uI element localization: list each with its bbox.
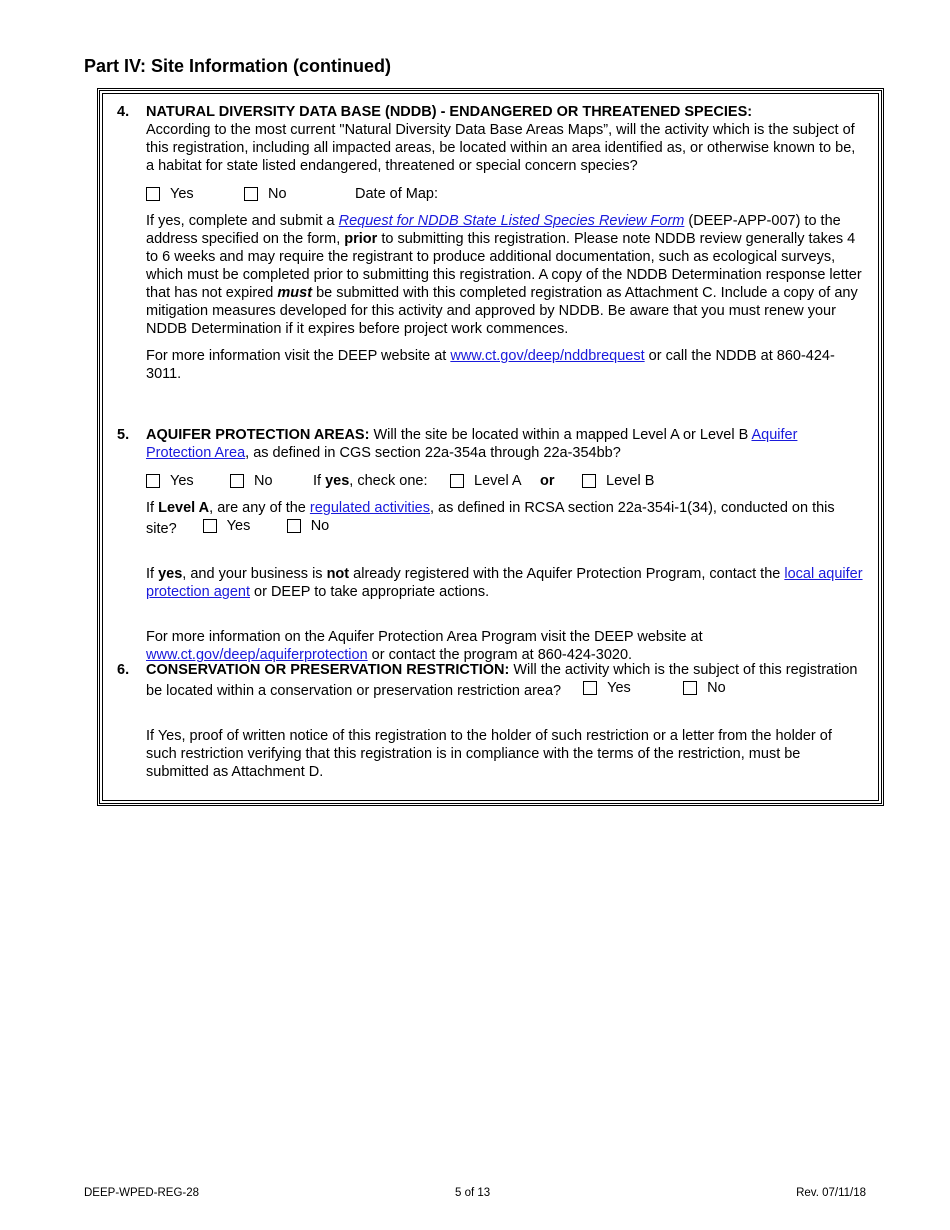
footer-page-number: 5 of 13	[455, 1187, 491, 1199]
aquifer-question-text-2: , as defined in CGS section 22a-354a through 22a-354bb?	[245, 445, 621, 461]
nddb-instructions	[146, 212, 864, 338]
date-of-map-label: Date of Map:	[355, 186, 439, 202]
footer-revision: Rev. 07/11/18	[796, 1187, 866, 1199]
level-a-label: Level A	[474, 473, 522, 489]
nddb-yes-checkbox[interactable]	[146, 187, 160, 201]
nddb-more-info	[146, 347, 864, 383]
aquifer-no-label: No	[254, 473, 273, 489]
section-frame	[97, 88, 884, 806]
aquifer-check-one-text-2: , check one:	[349, 473, 428, 489]
nddb-question-text: According to the most current "Natural Diversity Data Base Areas Maps”, will the activity which is the subject of this registration, including all impacted areas, be located within an area identified as, or otherwise known to be, a habitat for state listed endangered, threatened or special concern species?	[146, 122, 856, 174]
level-a-question-bold: Level A	[158, 500, 210, 516]
aquifer-heading: AQUIFER PROTECTION AREAS:	[146, 427, 370, 443]
section-6-number: 6.	[117, 662, 130, 678]
level-a-question-text-3: , as defined in RCSA section 22a-354i-1(34), conducted on this site?	[146, 500, 835, 537]
nddb-no-checkbox[interactable]	[244, 187, 258, 201]
aquifer-contact-yes: yes	[158, 566, 183, 582]
nddb-heading: NATURAL DIVERSITY DATA BASE (NDDB) - ENDANGERED OR THREATENED SPECIES:	[146, 104, 753, 120]
conservation-question-text: Will the activity which is the subject of this registration be located within a conservation or preservation restriction area?	[146, 662, 858, 699]
conservation-no-label: No	[707, 680, 726, 696]
aquifer-contact-text-3: already registered with the Aquifer Protection Program, contact the	[349, 566, 785, 582]
nddb-must-bold: must	[277, 285, 313, 301]
nddb-instructions-text-3: to submitting this registration. Please note NDDB review generally takes 4 to 6 weeks and may require the registrant to produce additional documentation, such as ecological surveys, which must be completed prior to submitting this registration. A copy of the NDDB Determination response letter that has not expired	[146, 231, 862, 301]
aquifer-check-one-label	[313, 472, 450, 490]
conservation-no-option[interactable]	[683, 679, 726, 697]
aquifer-check-one-yes: yes	[325, 473, 350, 489]
regulated-yes-checkbox[interactable]	[203, 519, 217, 533]
aquifer-yes-option[interactable]	[146, 472, 230, 490]
nddb-answer-row	[146, 184, 864, 204]
level-a-question-text-2: , are any of the	[209, 500, 310, 516]
nddb-instructions-text-4: be submitted with this completed registration as Attachment C. Include a copy of any mitigation measures developed for this activity and approved by NDDB. Be aware that you must renew your NDDB Determination if it expires before project work commences.	[146, 285, 858, 337]
aquifer-check-one-text-1: If	[313, 473, 326, 489]
level-a-question	[146, 499, 864, 538]
regulated-no-label: No	[310, 518, 330, 534]
aquifer-more-info-text-1: For more information on the Aquifer Protection Area Program visit the DEEP website at	[146, 629, 703, 645]
level-a-checkbox[interactable]	[450, 474, 464, 488]
footer-form-id: DEEP-WPED-REG-28	[84, 1187, 200, 1199]
level-b-label: Level B	[606, 473, 655, 489]
regulated-yes-label: Yes	[226, 518, 251, 534]
local-aquifer-agent-link[interactable]: local aquifer protection agent	[146, 566, 863, 600]
aquifer-yes-label: Yes	[170, 473, 194, 489]
aquifer-yes-checkbox[interactable]	[146, 474, 160, 488]
nddb-question	[146, 103, 864, 175]
regulated-yes-option[interactable]	[203, 517, 283, 535]
nddb-more-info-text-2: or call the NDDB at 860-424-3011.	[146, 348, 835, 382]
conservation-instructions: If Yes, proof of written notice of this registration to the holder of such restriction or a letter from the holder of such restriction verifying that this registration is in compliance with the terms of the restriction, must be submitted as Attachment D.	[146, 728, 832, 780]
aquifer-contact-not: not	[326, 566, 350, 582]
aquifer-question-text-1: Will the site be located within a mapped Level A or Level B	[369, 427, 752, 443]
section-5-number: 5.	[117, 427, 130, 443]
nddb-instructions-text-1: If yes, complete and submit a	[146, 213, 339, 229]
aquifer-contact-text-2: , and your business is	[182, 566, 327, 582]
nddb-yes-option[interactable]	[146, 185, 244, 203]
level-or-label: or	[540, 473, 555, 489]
nddb-no-label: No	[268, 186, 287, 202]
aquifer-no-option[interactable]	[230, 472, 313, 490]
conservation-yes-label: Yes	[607, 680, 631, 696]
section-frame-inner	[102, 93, 879, 801]
aquifer-no-checkbox[interactable]	[230, 474, 244, 488]
section-5	[117, 426, 864, 673]
nddb-website-link[interactable]: www.ct.gov/deep/nddbrequest	[450, 348, 645, 364]
conservation-heading: CONSERVATION OR PRESERVATION RESTRICTION:	[146, 662, 510, 678]
section-4-number: 4.	[117, 104, 130, 120]
section-4	[117, 103, 864, 392]
nddb-yes-label: Yes	[170, 186, 194, 202]
regulated-no-option[interactable]	[287, 517, 330, 535]
regulated-no-checkbox[interactable]	[287, 519, 301, 533]
nddb-instructions-text-2: (DEEP-APP-007) to the address specified on the form,	[146, 213, 841, 247]
regulated-activities-link[interactable]: regulated activities	[309, 500, 430, 516]
aquifer-contact-text-1: If	[146, 566, 159, 582]
nddb-more-info-text-1: For more information visit the DEEP website at	[146, 348, 451, 364]
conservation-yes-checkbox[interactable]	[583, 681, 597, 695]
aquifer-question	[146, 426, 864, 462]
level-a-question-text-1: If	[146, 500, 159, 516]
aquifer-protection-area-link[interactable]: Aquifer Protection Area	[146, 427, 798, 461]
conservation-yes-option[interactable]	[583, 679, 679, 697]
aquifer-contact-text-4: or DEEP to take appropriate actions.	[250, 584, 490, 600]
nddb-review-form-link[interactable]: Request for NDDB State Listed Species Review Form	[338, 213, 685, 229]
aquifer-website-link[interactable]: www.ct.gov/deep/aquiferprotection	[146, 647, 368, 663]
section-6	[117, 661, 864, 790]
conservation-question	[146, 661, 864, 700]
aquifer-more-info-text-2: or contact the program at 860-424-3020.	[367, 647, 633, 663]
nddb-prior-bold: prior	[344, 231, 378, 247]
aquifer-contact-info	[146, 565, 864, 601]
level-b-checkbox[interactable]	[582, 474, 596, 488]
aquifer-more-info	[146, 628, 864, 664]
conservation-no-checkbox[interactable]	[683, 681, 697, 695]
level-a-option[interactable]	[450, 472, 540, 490]
nddb-no-option[interactable]	[244, 185, 355, 203]
level-b-option[interactable]	[582, 472, 654, 490]
part-title: Part IV: Site Information (continued)	[84, 56, 392, 76]
aquifer-answer-row	[146, 471, 864, 491]
